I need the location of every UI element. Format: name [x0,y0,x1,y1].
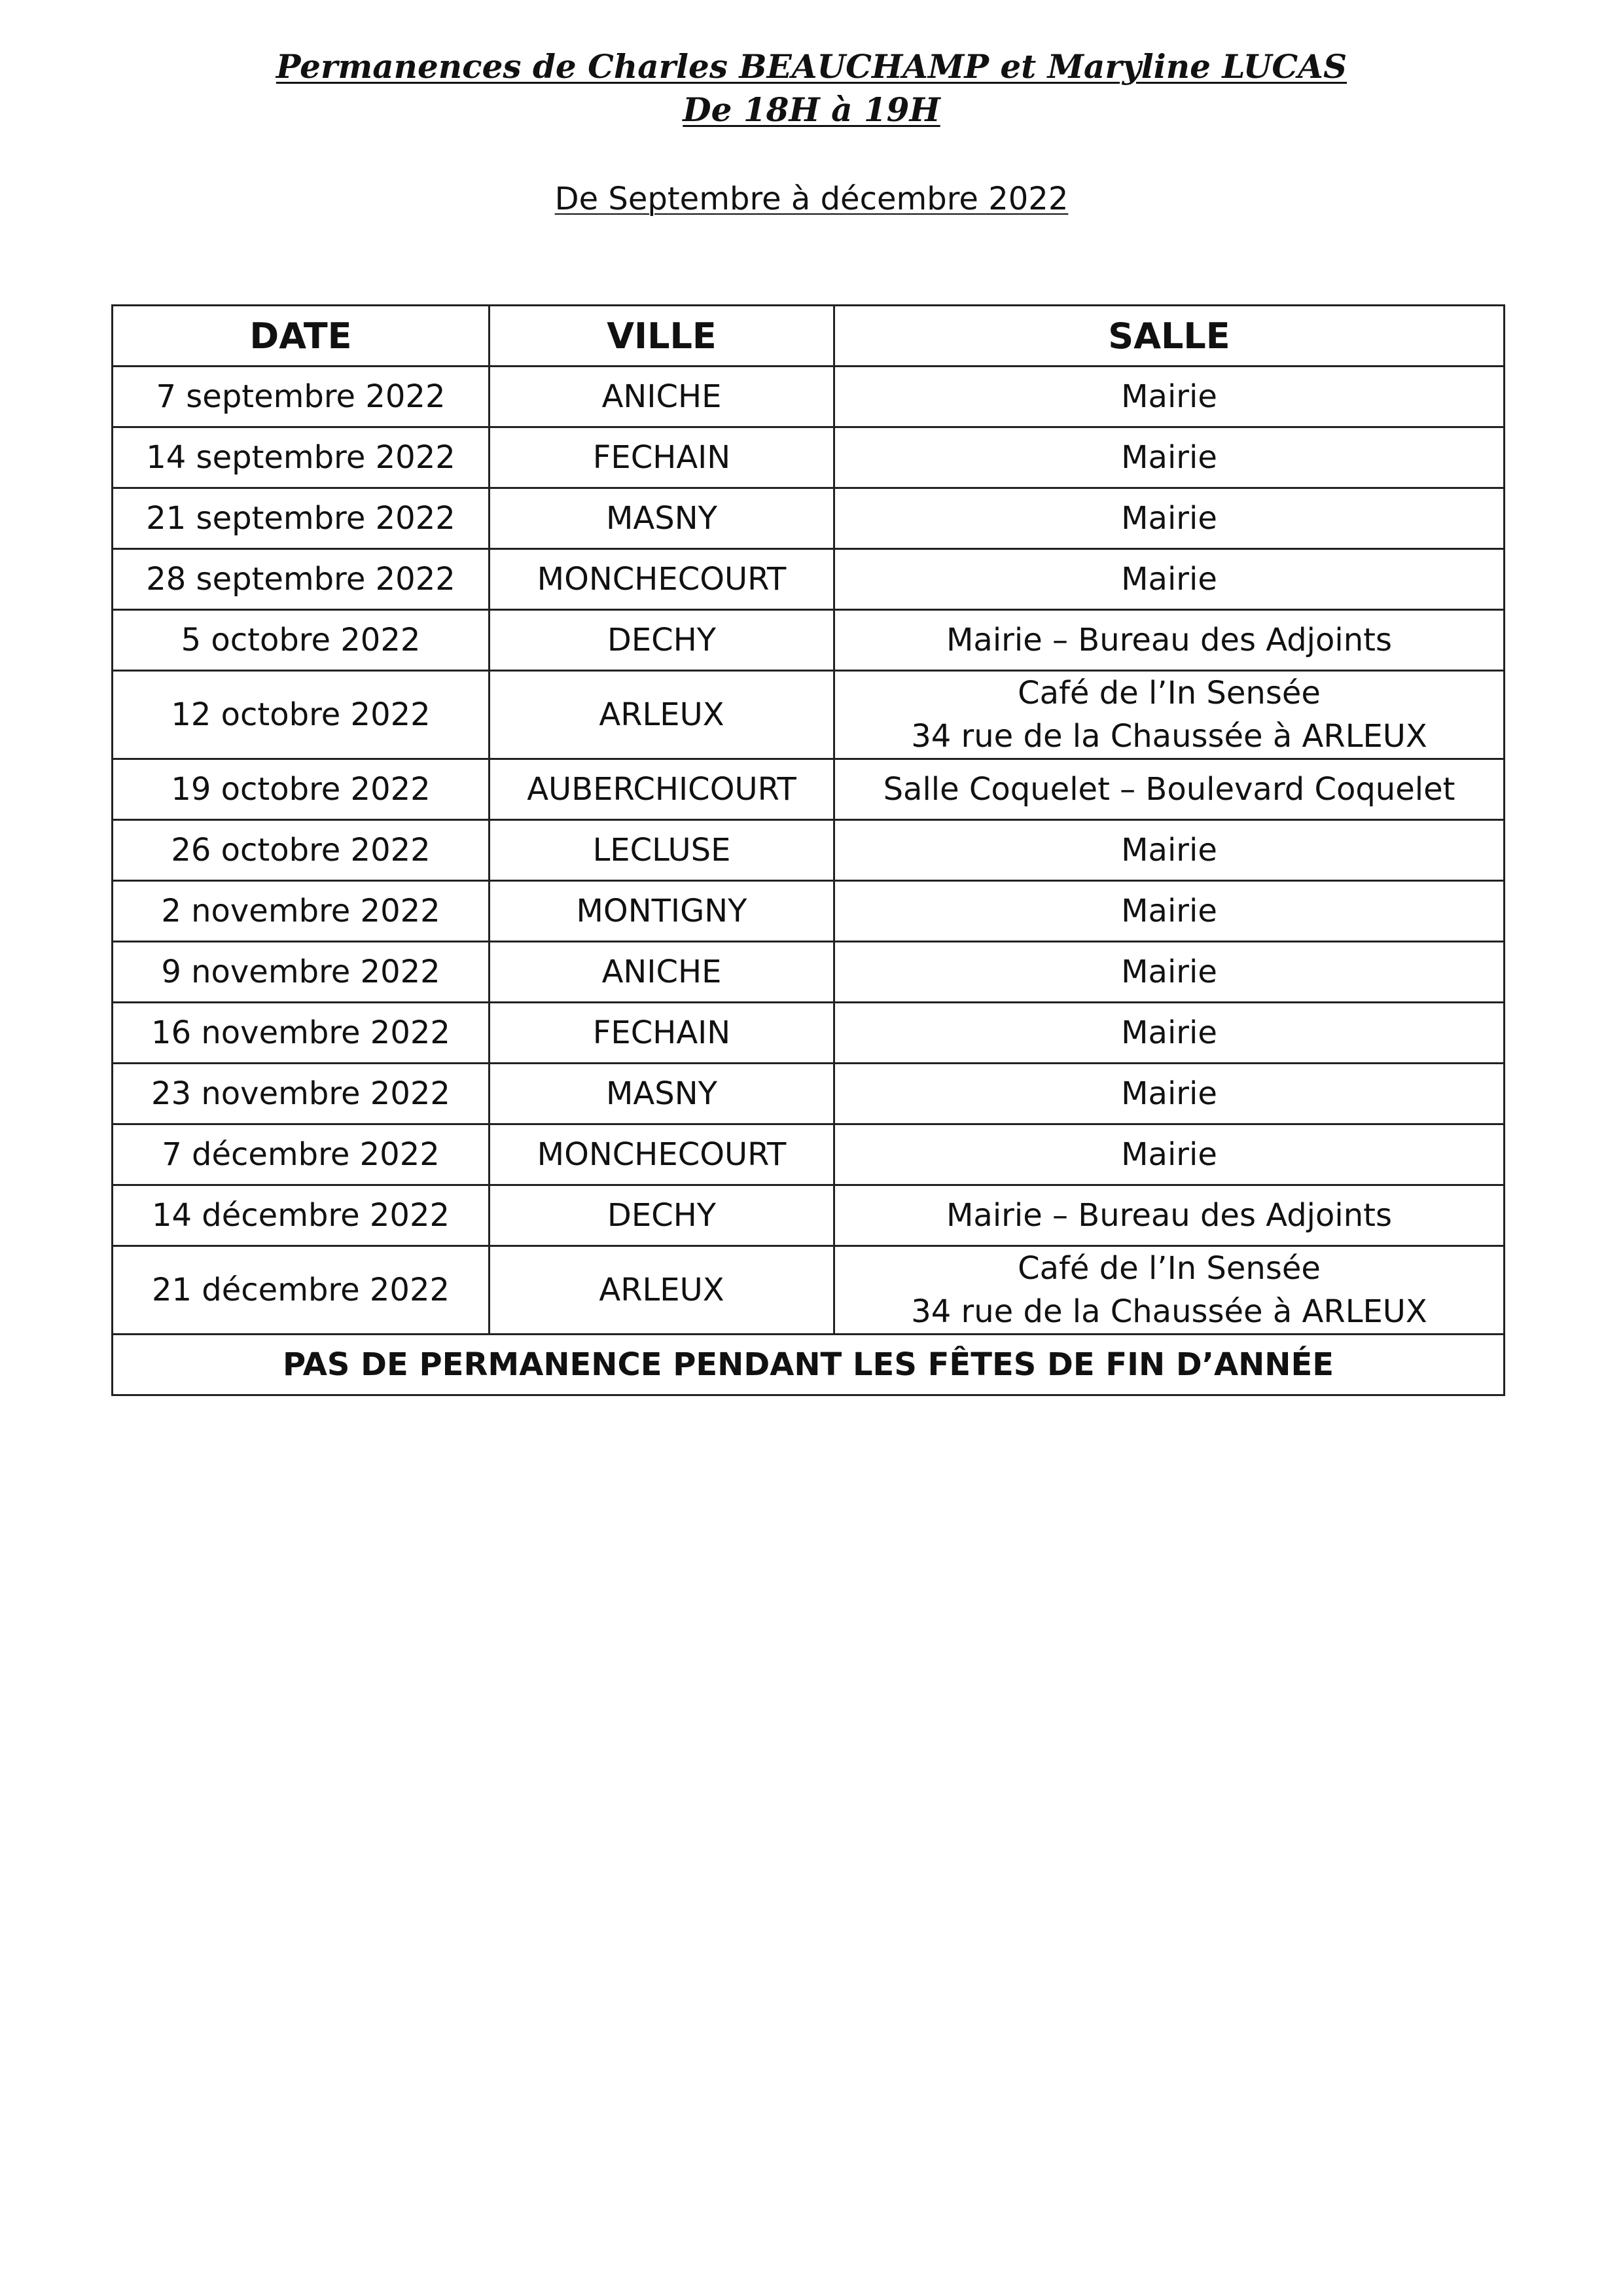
column-header-ville: VILLE [490,306,834,367]
ville-cell: LECLUSE [490,820,834,881]
date-cell: 21 décembre 2022 [113,1246,490,1335]
ville-cell: ARLEUX [490,671,834,759]
salle-cell [834,427,1505,488]
ville-cell: FECHAIN [490,1003,834,1064]
schedule-table [111,304,1505,1396]
salle-line: Café de l’In Sensée [1018,675,1321,711]
schedule-body [113,367,1505,1335]
salle-line: 34 rue de la Chaussée à ARLEUX [911,718,1427,755]
date-cell: 9 novembre 2022 [113,942,490,1003]
salle-line: Mairie [1121,561,1217,598]
salle-cell [834,942,1505,1003]
ville-cell: ARLEUX [490,1246,834,1335]
column-header-salle: SALLE [834,306,1505,367]
table-row [113,610,1505,671]
salle-cell [834,1003,1505,1064]
footer-note: PAS DE PERMANENCE PENDANT LES FÊTES DE FIN D’ANNÉE [113,1335,1505,1395]
salle-cell [834,488,1505,549]
table-row [113,759,1505,820]
table-row [113,942,1505,1003]
ville-cell: MONCHECOURT [490,549,834,610]
date-cell: 7 septembre 2022 [113,367,490,427]
document-hours: De 18H à 19H [683,90,940,129]
salle-cell [834,549,1505,610]
salle-cell [834,1185,1505,1246]
table-row [113,1003,1505,1064]
date-cell: 14 septembre 2022 [113,427,490,488]
salle-cell [834,1064,1505,1124]
ville-cell: MASNY [490,488,834,549]
table-row [113,427,1505,488]
date-cell: 7 décembre 2022 [113,1124,490,1185]
document-title: Permanences de Charles BEAUCHAMP et Maryline LUCAS [276,47,1347,86]
ville-cell: MONCHECOURT [490,1124,834,1185]
salle-cell [834,881,1505,942]
salle-line: Mairie [1121,954,1217,990]
salle-line: Mairie – Bureau des Adjoints [946,622,1392,658]
table-header-row [113,306,1505,367]
salle-line: Café de l’In Sensée [1018,1250,1321,1287]
salle-line: Mairie [1121,500,1217,537]
salle-cell [834,671,1505,759]
date-cell: 5 octobre 2022 [113,610,490,671]
ville-cell: DECHY [490,1185,834,1246]
table-row [113,671,1505,759]
date-cell: 2 novembre 2022 [113,881,490,942]
salle-cell [834,1246,1505,1335]
salle-line: Mairie [1121,893,1217,929]
salle-line: Salle Coquelet – Boulevard Coquelet [883,771,1455,808]
salle-line: Mairie [1121,832,1217,869]
salle-line: Mairie [1121,1014,1217,1051]
table-row [113,488,1505,549]
ville-cell: DECHY [490,610,834,671]
date-cell: 16 novembre 2022 [113,1003,490,1064]
salle-cell [834,1124,1505,1185]
document-period: De Septembre à décembre 2022 [554,181,1069,217]
salle-line: 34 rue de la Chaussée à ARLEUX [911,1293,1427,1330]
table-row [113,367,1505,427]
date-cell: 21 septembre 2022 [113,488,490,549]
salle-cell [834,367,1505,427]
ville-cell: MASNY [490,1064,834,1124]
table-row [113,1246,1505,1335]
salle-line: Mairie [1121,439,1217,476]
salle-cell [834,610,1505,671]
ville-cell: ANICHE [490,367,834,427]
table-row [113,549,1505,610]
date-cell: 26 octobre 2022 [113,820,490,881]
table-row [113,1185,1505,1246]
table-row [113,820,1505,881]
date-cell: 12 octobre 2022 [113,671,490,759]
salle-cell [834,820,1505,881]
ville-cell: ANICHE [490,942,834,1003]
date-cell: 23 novembre 2022 [113,1064,490,1124]
salle-line: Mairie [1121,378,1217,415]
salle-line: Mairie [1121,1136,1217,1173]
ville-cell: MONTIGNY [490,881,834,942]
table-row [113,1064,1505,1124]
table-row [113,881,1505,942]
salle-cell [834,759,1505,820]
salle-line: Mairie [1121,1075,1217,1112]
date-cell: 19 octobre 2022 [113,759,490,820]
column-header-date: DATE [113,306,490,367]
table-row [113,1124,1505,1185]
salle-line: Mairie – Bureau des Adjoints [946,1197,1392,1234]
ville-cell: AUBERCHICOURT [490,759,834,820]
date-cell: 28 septembre 2022 [113,549,490,610]
ville-cell: FECHAIN [490,427,834,488]
date-cell: 14 décembre 2022 [113,1185,490,1246]
footer-row [113,1335,1505,1395]
